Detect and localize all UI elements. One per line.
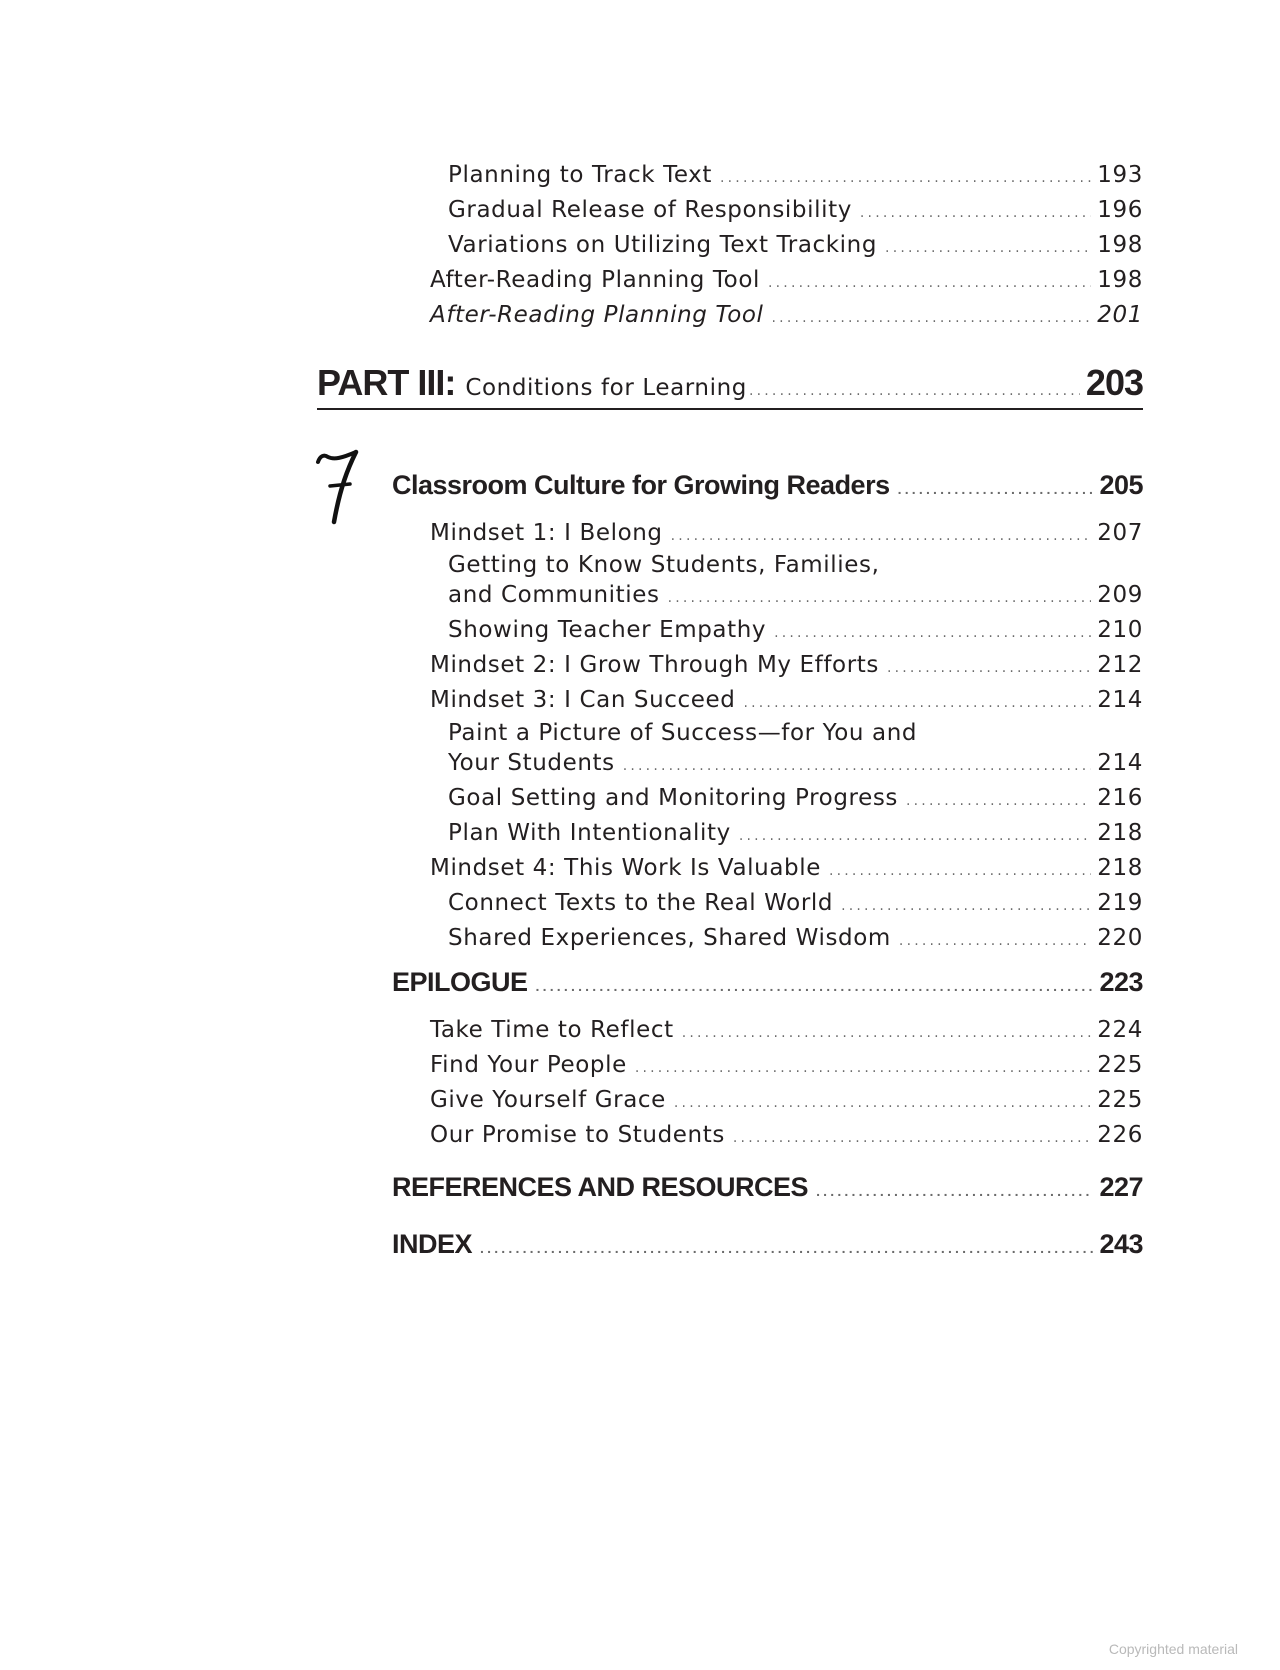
dot-leader [536,978,1094,994]
dot-leader [733,1130,1091,1146]
toc-entry-page: 198 [1097,232,1143,258]
toc-entry-label-line1: Getting to Know Students, Families, [448,552,880,578]
toc-entry[interactable] [430,1087,1143,1113]
toc-entry-label: Take Time to Reflect [430,1017,674,1043]
toc-entry-label: Your Students [448,750,615,776]
toc-entry-page: 209 [1097,582,1143,608]
dot-leader [480,1240,1093,1256]
dot-leader [674,1095,1091,1111]
index-heading[interactable] [392,1229,1143,1260]
toc-entry[interactable] [448,617,1143,643]
toc-entry-page: 218 [1097,820,1143,846]
toc-entry-label: Planning to Track Text [448,162,712,188]
toc-entry[interactable] [448,925,1143,951]
toc-entry[interactable] [448,890,1143,916]
references-page: 227 [1099,1172,1143,1202]
toc-entry-page: 219 [1097,890,1143,916]
index-title: INDEX [392,1229,473,1259]
toc-entry-page: 224 [1097,1017,1143,1043]
dot-leader [816,1183,1093,1199]
toc-entry-label: Showing Teacher Empathy [448,617,767,643]
toc-entry[interactable] [430,520,1143,546]
toc-entry[interactable] [448,232,1143,258]
dot-leader [829,863,1091,879]
toc-entry-label: Goal Setting and Monitoring Progress [448,785,898,811]
toc-entry-label: Mindset 4: This Work Is Valuable [430,855,821,881]
toc-entry-label: and Communities [448,582,660,608]
toc-entry-page: 214 [1097,750,1143,776]
toc-entry-label: Mindset 1: I Belong [430,520,663,546]
toc-entry[interactable] [430,1052,1143,1078]
toc-entry[interactable] [448,820,1143,846]
toc-entry[interactable] [448,197,1143,223]
dot-leader [774,625,1091,641]
toc-entry-page: 225 [1097,1052,1143,1078]
epilogue-page: 223 [1099,967,1143,997]
toc-entry-page: 196 [1097,197,1143,223]
chapter-number [312,448,362,528]
dot-leader [772,310,1092,326]
dot-leader [899,933,1091,949]
dot-leader [887,660,1091,676]
toc-entry-page: 220 [1097,925,1143,951]
toc-entry[interactable] [430,652,1143,678]
part-title: Conditions for Learning [465,375,747,401]
toc-entry[interactable] [430,687,1143,713]
dot-leader [898,481,1094,497]
toc-entry-label: Find Your People [430,1052,627,1078]
toc-entry-page: 210 [1097,617,1143,643]
dot-leader [885,240,1091,256]
toc-entry-page: 226 [1097,1122,1143,1148]
toc-entry-page: 216 [1097,785,1143,811]
toc-entry-label: Shared Experiences, Shared Wisdom [448,925,891,951]
toc-entry[interactable] [448,785,1143,811]
chapter-page: 205 [1099,470,1143,500]
part-heading[interactable] [317,362,1143,410]
epilogue-title: EPILOGUE [392,967,528,997]
dot-leader [682,1025,1092,1041]
toc-entry-page: 225 [1097,1087,1143,1113]
toc-entry-label: Give Yourself Grace [430,1087,666,1113]
toc-entry-label: Plan With Intentionality [448,820,731,846]
part-number: PART III: [317,362,456,403]
toc-entry[interactable] [430,1122,1143,1148]
toc-entry-label: After-Reading Planning Tool [430,302,764,328]
toc-entry-label: After-Reading Planning Tool [430,267,760,293]
toc-entry-page: 207 [1097,520,1143,546]
toc-entry-page: 218 [1097,855,1143,881]
toc-entry-label: Connect Texts to the Real World [448,890,834,916]
dot-leader [671,528,1092,544]
toc-entry-page: 198 [1097,267,1143,293]
toc-entry-label: Mindset 2: I Grow Through My Efforts [430,652,879,678]
chapter-heading[interactable] [392,470,1143,501]
toc-entry-label: Variations on Utilizing Text Tracking [448,232,878,258]
dot-leader [906,793,1091,809]
dot-leader [668,590,1092,606]
toc-entry[interactable] [430,267,1143,293]
toc-entry[interactable] [430,1017,1143,1043]
dot-leader [743,695,1091,711]
dot-leader [860,205,1091,221]
dot-leader [841,898,1091,914]
toc-entry[interactable] [448,750,1143,776]
epilogue-heading[interactable] [392,967,1143,998]
toc-entry-label: Our Promise to Students [430,1122,725,1148]
toc-entry[interactable] [448,162,1143,188]
dot-leader [749,383,1080,399]
dot-leader [720,170,1091,186]
dot-leader [623,758,1092,774]
index-page: 243 [1099,1229,1143,1259]
dot-leader [739,828,1091,844]
toc-entry[interactable] [430,855,1143,881]
dot-leader [635,1060,1091,1076]
references-heading[interactable] [392,1172,1143,1203]
toc-entry-page: 193 [1097,162,1143,188]
references-title: REFERENCES AND RESOURCES [392,1172,809,1202]
part-page: 203 [1085,362,1143,403]
chapter-number-text: 7 [312,448,313,449]
toc-entry-label: Mindset 3: I Can Succeed [430,687,736,713]
chapter-title: Classroom Culture for Growing Readers [392,470,890,500]
toc-entry-page: 214 [1097,687,1143,713]
dot-leader [768,275,1091,291]
copyright-footer: Copyrighted material [1108,1641,1238,1657]
toc-entry[interactable] [430,302,1143,328]
toc-entry-label: Gradual Release of Responsibility [448,197,852,223]
toc-entry[interactable] [448,582,1143,608]
toc-entry-label-line1: Paint a Picture of Success—for You and [448,720,918,746]
toc-entry-page: 201 [1097,302,1143,328]
toc-entry-page: 212 [1097,652,1143,678]
